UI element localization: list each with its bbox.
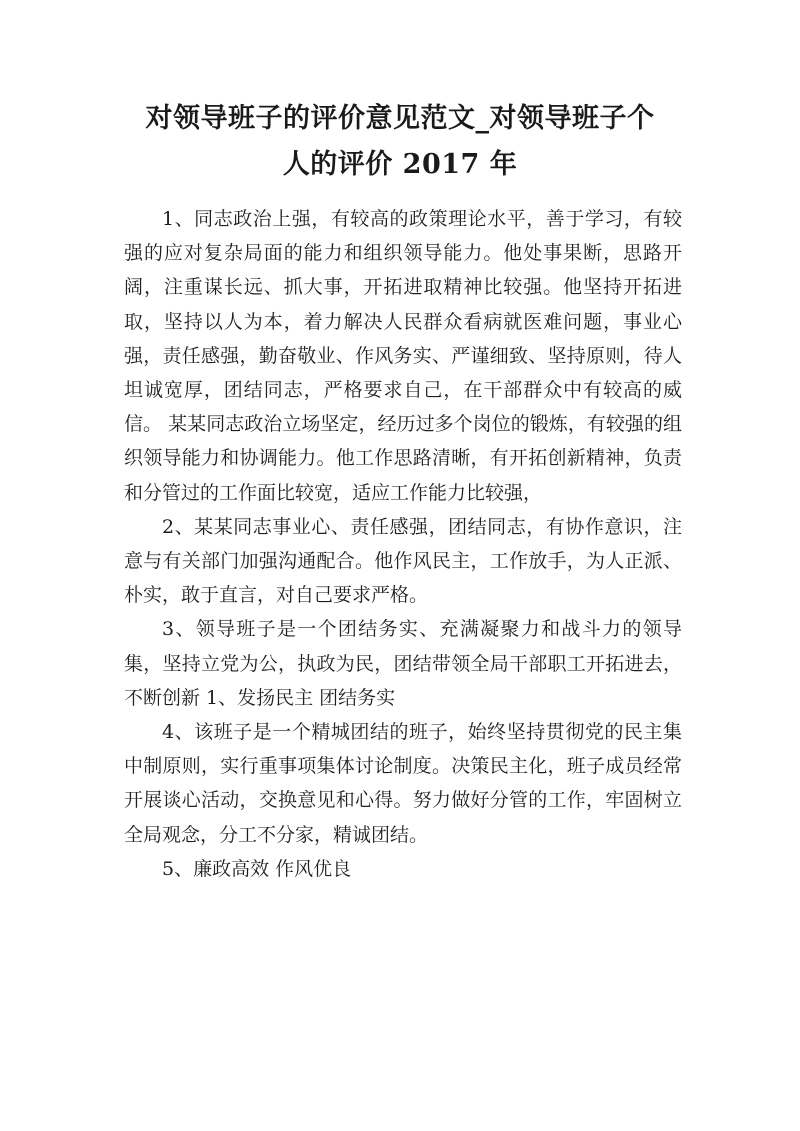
document-body <box>124 202 682 886</box>
paragraph-3: 3、领导班子是一个团结务实、充满凝聚力和战斗力的领导集，坚持立党为公，执政为民，团结带领全局干部职工开拓进去，不断创新 1、发扬民主 团结务实 <box>124 618 682 709</box>
title-line-2: 人的评价 2017 年 <box>282 149 518 180</box>
paragraph-4: 4、该班子是一个精城团结的班子，始终坚持贯彻党的民主集中制原则，实行重事项集体讨论制度。决策民主化，班子成员经常开展谈心活动，交换意见和心得。努力做好分管的工作，牢固树立全局观念，分工不分家，精诚团结。 <box>124 721 682 846</box>
paragraph-2: 2、某某同志事业心、责任感强，团结同志，有协作意识，注意与有关部门加强沟通配合。他作风民主，工作放手，为人正派、朴实，敢于直言，对自己要求严格。 <box>124 515 682 607</box>
title-line-1: 对领导班子的评价意见范文_对领导班子个 <box>145 103 655 134</box>
paragraph-5: 5、廉政高效 作风优良 <box>162 857 352 880</box>
document-title <box>110 96 690 188</box>
paragraph-1: 1、同志政治上强，有较高的政策理论水平，善于学习，有较强的应对复杂局面的能力和组织领导能力。他处事果断，思路开阔，注重谋长远、抓大事，开拓进取精神比较强。他坚持开拓进取，坚持以人为本，着力解决人民群众看病就医难问题，事业心强，责任感强，勤奋敬业、作风务实、严谨细致、坚持原则，待人坦诚宽厚，团结同志，严格要求自己，在干部群众中有较高的威信。 某某同志政治立场坚定，经历过多个岗位的锻炼，有较强的组织领导能力和协调能力。他工作思路清晰，有开拓创新精神，负责和分管过的工作面比较宽，适应工作能力比较强， <box>124 208 682 504</box>
